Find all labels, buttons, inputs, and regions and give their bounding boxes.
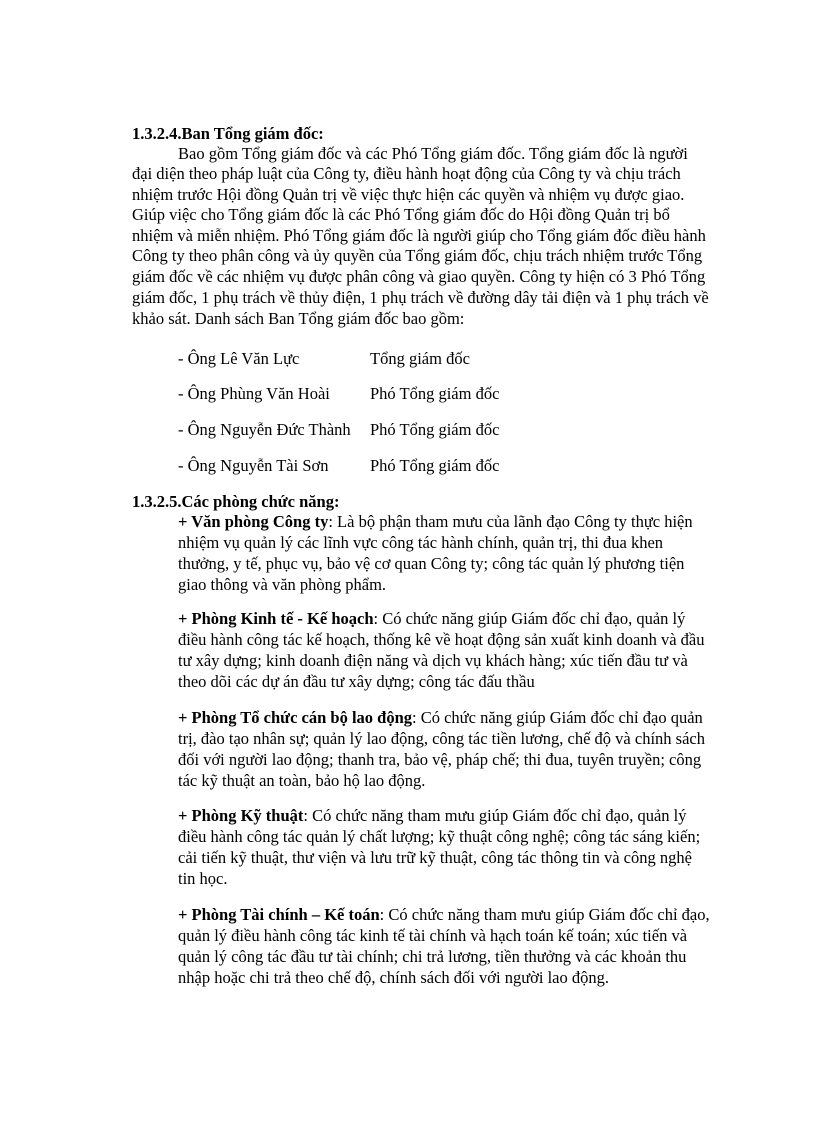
member-role: Phó Tổng giám đốc — [370, 420, 500, 439]
department-first-line — [178, 708, 703, 728]
member-role: Phó Tổng giám đốc — [370, 456, 500, 475]
department-first-line — [178, 905, 710, 925]
paragraph-line: quản lý công tác đầu tư tài chính; chi trả lương, tiền thưởng và các khoản thu — [178, 947, 687, 966]
paragraph-line: giám đốc về các nhiệm vụ được phân công và giao quyền. Công ty hiện có 3 Phó Tổng — [132, 267, 706, 286]
paragraph-line: tư xây dựng; kinh doanh điện năng và dịch vụ khách hàng; xúc tiến đầu tư và — [178, 651, 688, 670]
paragraph-line: Giúp việc cho Tổng giám đốc là các Phó Tổng giám đốc do Hội đồng Quản trị bổ — [132, 205, 670, 224]
member-name: - Ông Nguyễn Tài Sơn — [178, 456, 329, 475]
department-title: + Phòng Kinh tế - Kế hoạch — [178, 609, 374, 628]
paragraph-line: điều hành công tác quản lý chất lượng; kỹ thuật công nghệ; công tác sáng kiến; — [178, 827, 701, 846]
department-desc: : Có chức năng giúp Giám đốc chỉ đạo, quản lý — [373, 609, 686, 628]
department-first-line — [178, 609, 685, 629]
member-row — [178, 420, 499, 440]
member-row — [178, 456, 499, 476]
department-desc: : Là bộ phận tham mưu của lãnh đạo Công ty thực hiện — [328, 512, 693, 531]
paragraph-line: Công ty theo phân công và ủy quyền của Tổng giám đốc, chịu trách nhiệm trước Tổng — [132, 246, 703, 265]
member-role: Phó Tổng giám đốc — [370, 384, 500, 403]
paragraph-line: trị, đào tạo nhân sự; quản lý lao động, công tác tiền lương, chế độ và chính sách — [178, 729, 705, 748]
paragraph-line: nhiệm và miễn nhiệm. Phó Tổng giám đốc là người giúp cho Tổng giám đốc điều hành — [132, 226, 706, 245]
department-desc: : Có chức năng tham mưu giúp Giám đốc chỉ đạo, — [379, 905, 710, 924]
member-name: - Ông Phùng Văn Hoài — [178, 384, 330, 403]
department-title: + Phòng Kỹ thuật — [178, 806, 304, 825]
paragraph-line: nhập hoặc chi trả theo chế độ, chính sách đối với người lao động. — [178, 968, 609, 987]
paragraph-line: giám đốc, 1 phụ trách về thủy điện, 1 phụ trách về đường dây tải điện và 1 phụ trách về — [132, 288, 709, 307]
section-heading-cac-phong-chuc-nang: 1.3.2.5.Các phòng chức năng: — [132, 492, 340, 511]
paragraph-line: tin học. — [178, 869, 228, 888]
paragraph-line: Bao gồm Tổng giám đốc và các Phó Tổng giám đốc. Tổng giám đốc là người — [178, 144, 688, 163]
member-name: - Ông Nguyễn Đức Thành — [178, 420, 351, 439]
department-title: + Phòng Tổ chức cán bộ lao động — [178, 708, 413, 727]
paragraph-line: đối với người lao động; thanh tra, bảo vệ, pháp chế; thi đua, tuyên truyền; công — [178, 750, 702, 769]
paragraph-line: giao thông và văn phòng phẩm. — [178, 575, 387, 594]
paragraph-line: nhiệm vụ quản lý các lĩnh vực công tác hành chính, quản trị, thi đua khen — [178, 533, 664, 552]
member-role: Tổng giám đốc — [370, 349, 470, 368]
paragraph-line: tác kỹ thuật an toàn, bảo hộ lao động. — [178, 771, 426, 790]
paragraph-line: theo dõi các dự án đầu tư xây dựng; công tác đấu thầu — [178, 672, 535, 691]
department-title: + Văn phòng Công ty — [178, 512, 329, 531]
member-row — [178, 349, 470, 369]
department-title: + Phòng Tài chính – Kế toán — [178, 905, 380, 924]
member-name: - Ông Lê Văn Lực — [178, 349, 300, 368]
paragraph-line: thưởng, y tế, phục vụ, bảo vệ cơ quan Công ty; công tác quản lý phương tiện — [178, 554, 685, 573]
department-desc: : Có chức năng tham mưu giúp Giám đốc chỉ đạo, quản lý — [303, 806, 687, 825]
section-heading-ban-tong-giam-doc: 1.3.2.4.Ban Tổng giám đốc: — [132, 124, 324, 143]
paragraph-line: khảo sát. Danh sách Ban Tổng giám đốc bao gồm: — [132, 309, 465, 328]
department-desc: : Có chức năng giúp Giám đốc chỉ đạo quản — [412, 708, 703, 727]
member-row — [178, 384, 499, 404]
paragraph-line: quản lý điều hành công tác kinh tế tài chính và hạch toán kế toán; xúc tiến và — [178, 926, 688, 945]
paragraph-line: đại diện theo pháp luật của Công ty, điều hành hoạt động của Công ty và chịu trách — [132, 164, 681, 183]
department-first-line — [178, 512, 693, 532]
department-first-line — [178, 806, 687, 826]
paragraph-line: cải tiến kỹ thuật, thư viện và lưu trữ kỹ thuật, công tác thông tin và công nghệ — [178, 848, 692, 867]
paragraph-line: nhiệm trước Hội đồng Quản trị về việc thực hiện các quyền và nhiệm vụ được giao. — [132, 185, 685, 204]
paragraph-line: điều hành công tác kế hoạch, thống kê về hoạt động sản xuất kinh doanh và đầu — [178, 630, 705, 649]
